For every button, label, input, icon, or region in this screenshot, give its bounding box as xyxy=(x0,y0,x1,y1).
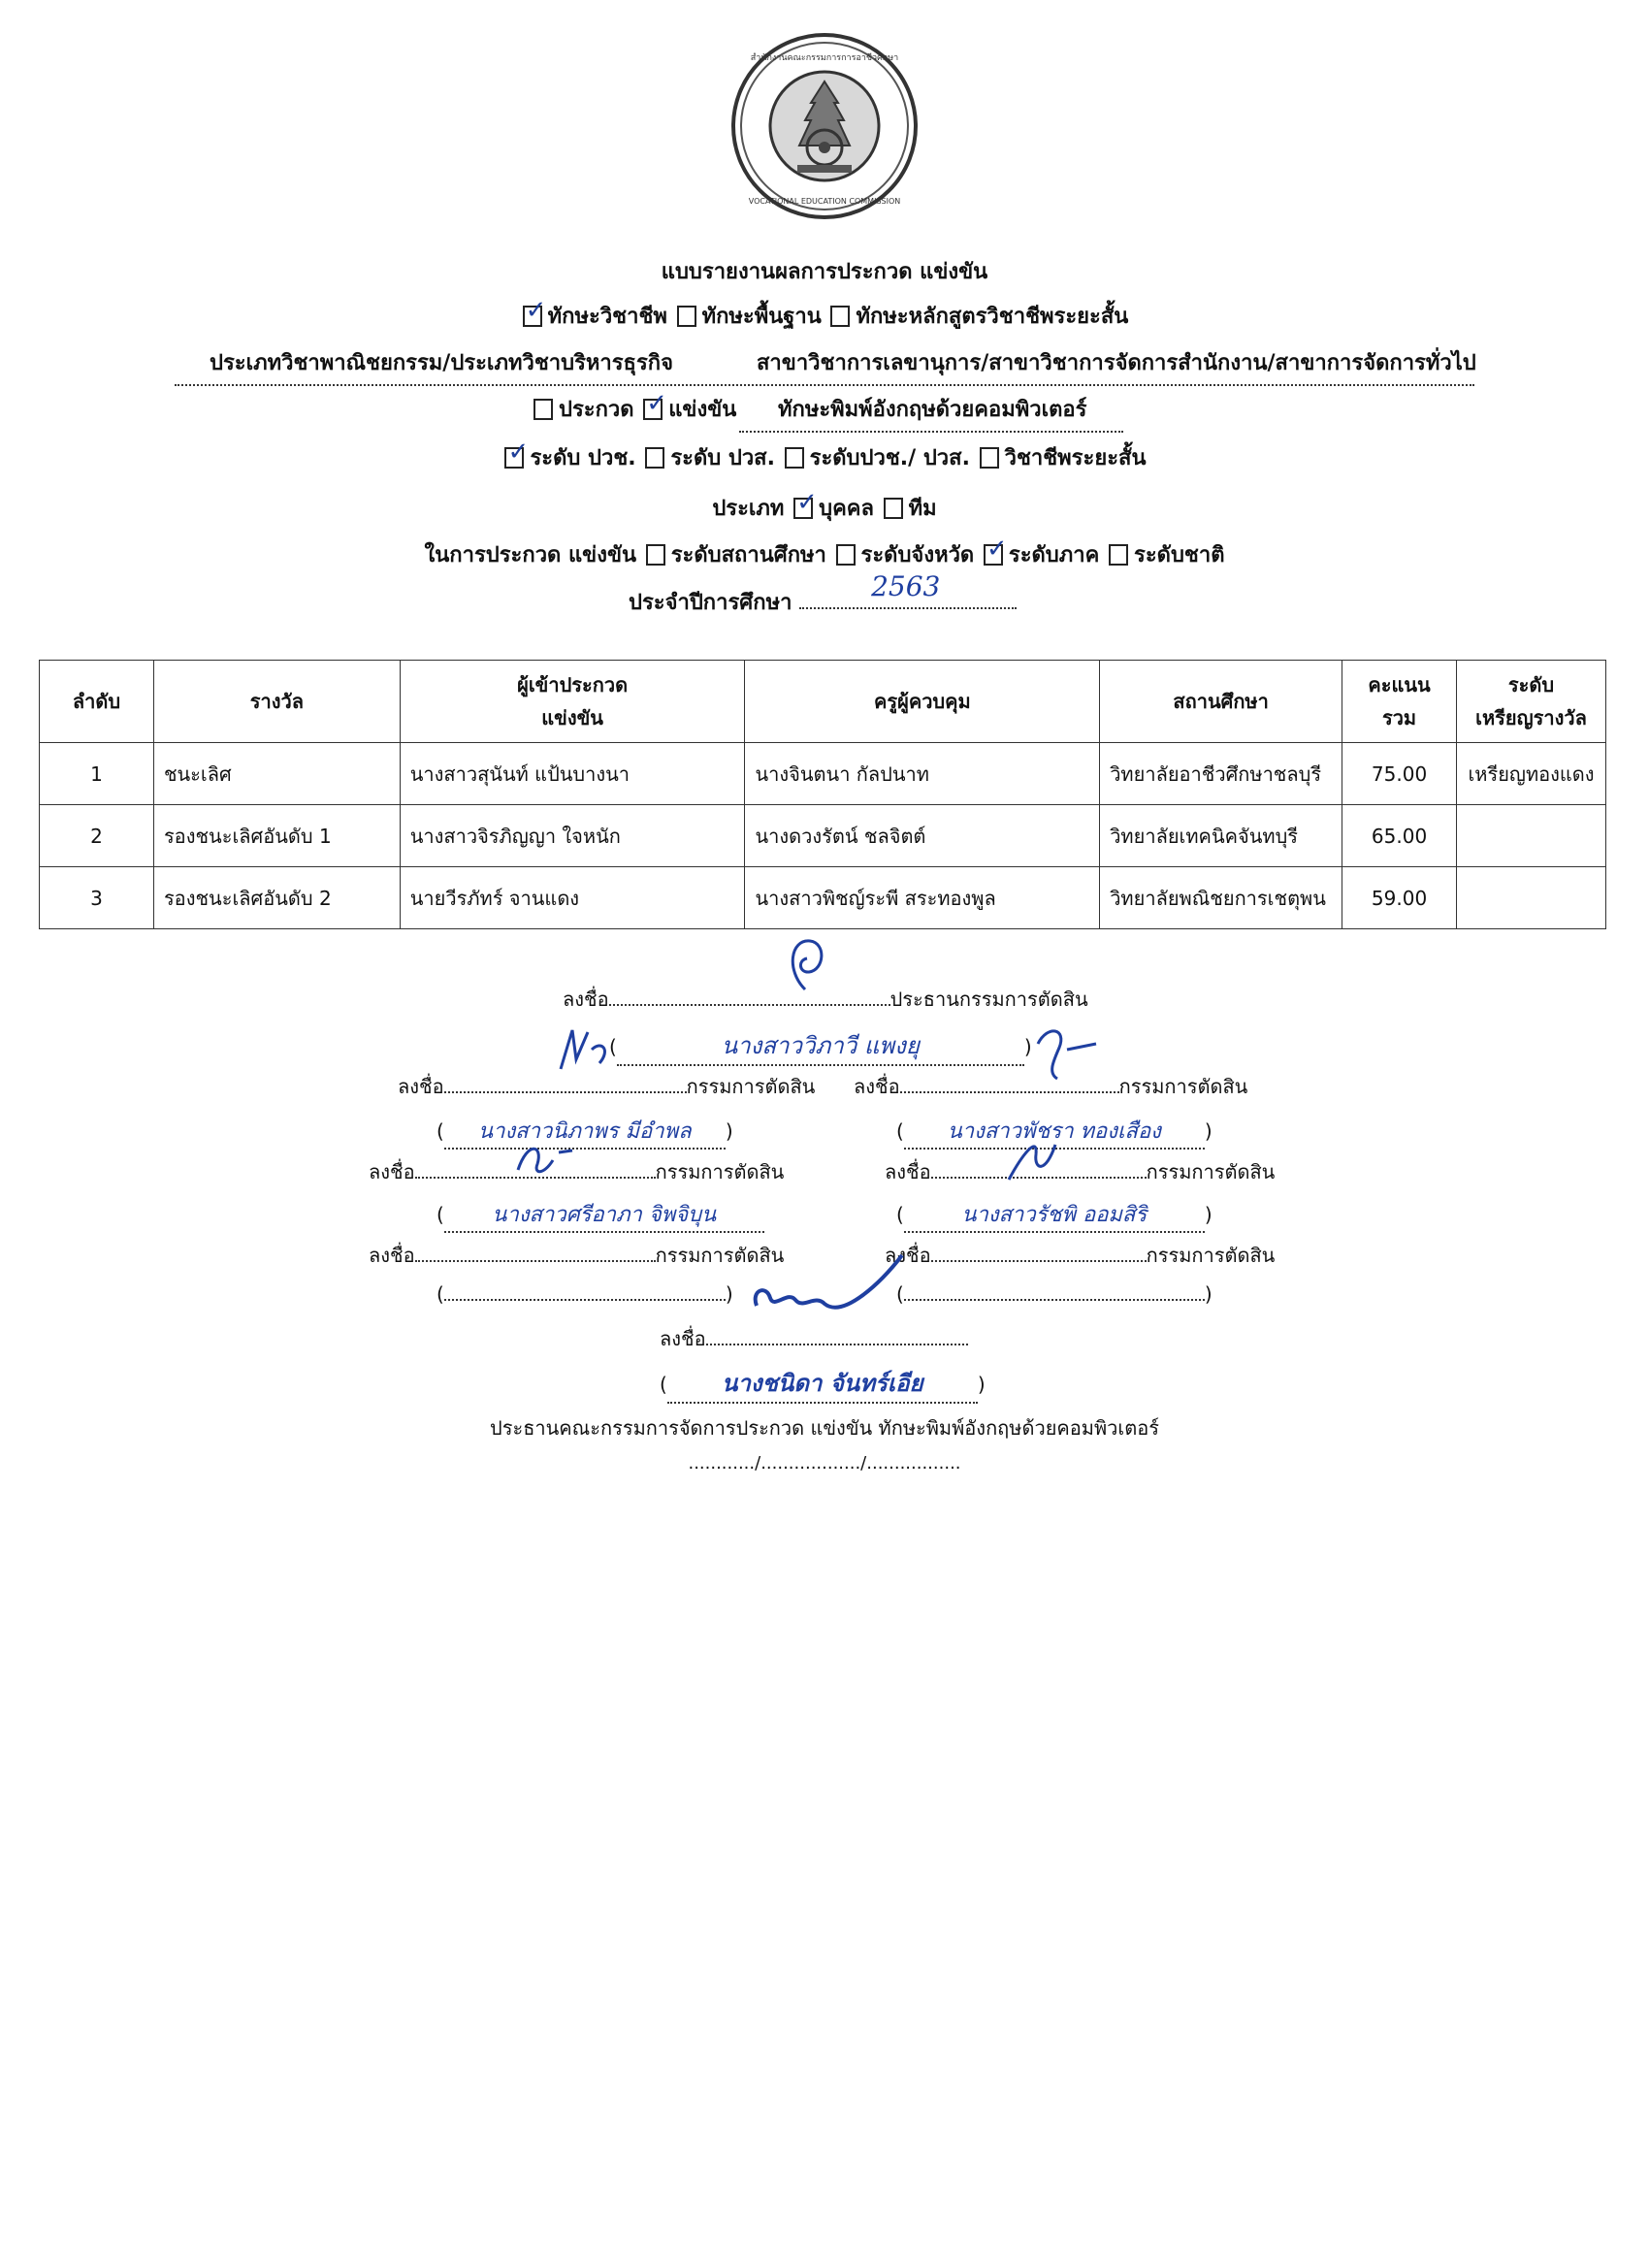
level-options xyxy=(0,440,1649,474)
competition-underline xyxy=(739,431,1123,433)
judge2-signature-scribble xyxy=(1018,1015,1106,1083)
checkbox-team[interactable] xyxy=(884,498,903,519)
judge3-name: นางสาวศรีอาภา จิพจิบุน xyxy=(492,1203,717,1227)
checkbox-level-both[interactable] xyxy=(785,447,804,469)
option-label: ระดับ ปวส. xyxy=(670,446,775,470)
checkbox-skill-basic[interactable] xyxy=(677,306,696,327)
checkbox-scope-school[interactable] xyxy=(646,544,665,566)
checkbox-contest[interactable] xyxy=(534,399,553,420)
chair-signature-scribble xyxy=(766,931,854,999)
col-header-rank: ลำดับ xyxy=(40,661,154,743)
cell-teacher: นางจินตนา กัลปนาท xyxy=(745,743,1100,805)
signature-field[interactable] xyxy=(706,1344,968,1345)
option-label: ทักษะพื้นฐาน xyxy=(701,305,822,329)
checkbox-scope-national[interactable] xyxy=(1109,544,1128,566)
chair-sign-line: ลงชื่อ ประธานกรรมการตัดสิน xyxy=(563,988,1088,1011)
academic-year xyxy=(629,570,1017,619)
cell-medal xyxy=(1457,805,1606,867)
cell-rank: 3 xyxy=(40,867,154,929)
judge6-name-line: ( ) xyxy=(896,1282,1212,1306)
option-label: แข่งขัน xyxy=(668,398,737,422)
year-value: 2563 xyxy=(871,570,941,602)
judge4-name-line: ( นางสาวรัชพิ ออมสิริ ) xyxy=(896,1197,1212,1233)
option-label: ทักษะวิชาชีพ xyxy=(547,305,667,329)
year-field[interactable] xyxy=(799,570,1017,609)
competition-name: ทักษะพิมพ์อังกฤษด้วยคอมพิวเตอร์ xyxy=(778,398,1087,422)
option-label: ระดับจังหวัด xyxy=(860,543,975,567)
cell-teacher: นางดวงรัตน์ ชลจิตต์ xyxy=(745,805,1100,867)
judge1-name-line: ( นางสาวนิภาพร มีอำพล ) xyxy=(436,1114,733,1150)
date-line[interactable]: ............/................../................. xyxy=(688,1453,961,1474)
cell-medal: เหรียญทองแดง xyxy=(1457,743,1606,805)
form-title: แบบรายงานผลการประกวด แข่งขัน xyxy=(661,260,988,284)
table-row xyxy=(40,867,1606,929)
svg-text:สำนักงานคณะกรรมการการอาชีวศึกษ: สำนักงานคณะกรรมการการอาชีวศึกษา xyxy=(750,53,899,63)
category-options xyxy=(0,491,1649,525)
signature-field[interactable] xyxy=(444,1091,687,1093)
year-label: ประจำปีการศึกษา xyxy=(629,591,792,615)
vocational-commission-seal xyxy=(729,31,920,221)
committee-role: ประธานคณะกรรมการจัดการประกวด แข่งขัน ทักษะพิมพ์อังกฤษด้วยคอมพิวเตอร์ xyxy=(490,1416,1159,1440)
cell-school: วิทยาลัยเทคนิคจันทบุรี xyxy=(1100,805,1342,867)
col-header-medal: ระดับ เหรียญรางวัล xyxy=(1457,661,1606,743)
cell-award: รองชนะเลิศอันดับ 1 xyxy=(153,805,400,867)
judge3-sign-line: ลงชื่อ กรรมการตัดสิน xyxy=(369,1160,785,1183)
judge5-name-line: ( ) xyxy=(436,1282,733,1306)
judge4-signature-scribble xyxy=(993,1125,1071,1193)
cell-score: 59.00 xyxy=(1342,867,1457,929)
type-branch-underline xyxy=(175,384,1474,386)
scope-prefix: ในการประกวด แข่งขัน xyxy=(424,543,637,567)
cell-rank: 2 xyxy=(40,805,154,867)
option-label: ทีม xyxy=(908,497,937,521)
checkbox-level-pvs[interactable] xyxy=(645,447,664,469)
cell-school: วิทยาลัยอาชีวศึกษาชลบุรี xyxy=(1100,743,1342,805)
cell-contestant: นายวีรภัทร์ จานแดง xyxy=(400,867,745,929)
signature-field[interactable] xyxy=(609,1004,890,1006)
checkbox-competition[interactable] xyxy=(643,399,663,420)
option-label: ระดับสถานศึกษา xyxy=(670,543,826,567)
chair-name: นางสาววิภาวี แพงยุ xyxy=(721,1032,920,1059)
judge3-signature-scribble xyxy=(504,1131,582,1189)
cell-contestant: นางสาวสุนันท์ แป้นบางนา xyxy=(400,743,745,805)
col-header-contestant: ผู้เข้าประกวด แข่งขัน xyxy=(400,661,745,743)
checkbox-level-pvc[interactable] xyxy=(504,447,524,469)
option-label: ทักษะหลักสูตรวิชาชีพระยะสั้น xyxy=(856,305,1129,329)
option-label: วิชาชีพระยะสั้น xyxy=(1004,446,1147,470)
judge6-sign-line: ลงชื่อ กรรมการตัดสิน xyxy=(885,1244,1276,1267)
results-table xyxy=(39,660,1606,929)
committee-name: นางชนิดา จันทร์เอีย xyxy=(722,1369,923,1397)
cell-award: ชนะเลิศ xyxy=(153,743,400,805)
vocational-type: ประเภทวิชาพาณิชยกรรม/ประเภทวิชาบริหารธุรกิจ xyxy=(210,351,674,375)
cell-rank: 1 xyxy=(40,743,154,805)
judge1-name: นางสาวนิภาพร มีอำพล xyxy=(478,1119,692,1144)
checkbox-scope-region[interactable] xyxy=(984,544,1003,566)
vocational-branch: สาขาวิชาการเลขานุการ/สาขาวิชาการจัดการสำนักงาน/สาขาการจัดการทั่วไป xyxy=(757,351,1476,375)
option-label: ระดับปวช./ ปวส. xyxy=(809,446,970,470)
option-label: ระดับ ปวช. xyxy=(530,446,636,470)
signature-field[interactable] xyxy=(415,1260,656,1262)
checkbox-individual[interactable] xyxy=(793,498,813,519)
col-header-school: สถานศึกษา xyxy=(1100,661,1342,743)
cell-contestant: นางสาวจิรภิญญา ใจหนัก xyxy=(400,805,745,867)
option-label: บุคคล xyxy=(819,497,874,521)
judge4-sign-line: ลงชื่อ กรรมการตัดสิน xyxy=(885,1160,1276,1183)
checkbox-skill-short-course[interactable] xyxy=(830,306,850,327)
judge4-name: นางสาวรัชพิ ออมสิริ xyxy=(961,1203,1148,1227)
option-label: ประกวด xyxy=(559,398,634,422)
table-row xyxy=(40,805,1606,867)
judge2-sign-line: ลงชื่อ กรรมการตัดสิน xyxy=(854,1075,1248,1098)
col-header-award: รางวัล xyxy=(153,661,400,743)
committee-sign-line: ลงชื่อ xyxy=(660,1323,968,1354)
signature-field[interactable] xyxy=(931,1260,1147,1262)
judge1-signature-scribble xyxy=(553,1021,621,1079)
cell-score: 75.00 xyxy=(1342,743,1457,805)
cell-score: 65.00 xyxy=(1342,805,1457,867)
table-header-row xyxy=(40,661,1606,743)
cell-teacher: นางสาวพิชญ์ระพี สระทองพูล xyxy=(745,867,1100,929)
judge2-name-line: ( นางสาวพัชรา ทองเสือง ) xyxy=(896,1114,1212,1150)
signature-field[interactable] xyxy=(900,1091,1119,1093)
judge3-name-line: ( นางสาวศรีอาภา จิพจิบุน xyxy=(436,1197,764,1233)
cell-award: รองชนะเลิศอันดับ 2 xyxy=(153,867,400,929)
judge5-sign-line: ลงชื่อ กรรมการตัดสิน xyxy=(369,1244,785,1267)
checkbox-level-short[interactable] xyxy=(980,447,999,469)
option-label: ระดับภาค xyxy=(1008,543,1100,567)
judge1-sign-line: ลงชื่อ กรรมการตัดสิน xyxy=(398,1075,816,1098)
mode-options xyxy=(532,392,736,426)
option-label: ระดับชาติ xyxy=(1134,543,1225,567)
checkbox-scope-province[interactable] xyxy=(836,544,856,566)
skill-options xyxy=(0,299,1649,333)
table-row xyxy=(40,743,1606,805)
scope-options xyxy=(0,537,1649,571)
committee-name-line: ( นางชนิดา จันทร์เอีย ) xyxy=(660,1364,986,1404)
cell-medal xyxy=(1457,867,1606,929)
svg-text:VOCATIONAL EDUCATION COMMISSIO: VOCATIONAL EDUCATION COMMISSION xyxy=(748,197,901,206)
checkbox-skill-vocational[interactable] xyxy=(523,306,542,327)
cell-school: วิทยาลัยพณิชยการเชตุพน xyxy=(1100,867,1342,929)
chair-name-line: ( นางสาววิภาวี แพงยุ ) xyxy=(609,1026,1032,1066)
col-header-score: คะแนน รวม xyxy=(1342,661,1457,743)
category-prefix: ประเภท xyxy=(712,497,785,521)
col-header-teacher: ครูผู้ควบคุม xyxy=(745,661,1100,743)
judge2-name: นางสาวพัชรา ทองเสือง xyxy=(947,1119,1161,1144)
